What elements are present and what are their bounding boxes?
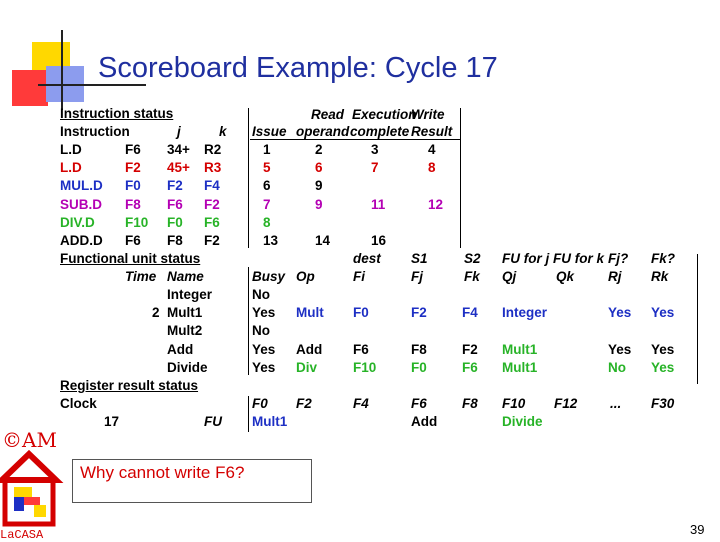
register-name: F0 — [252, 396, 268, 411]
instr-read-cell: 14 — [315, 233, 331, 248]
instr-j-cell: 45+ — [167, 160, 190, 176]
register-name: F30 — [651, 396, 675, 411]
fu-fj-cell: F2 — [411, 305, 427, 321]
instr-dest-cell: F8 — [125, 196, 141, 212]
table-divider — [248, 108, 249, 248]
register-name: F2 — [296, 396, 312, 411]
fk-q-header: Fk? — [651, 251, 676, 266]
instruction-status-label: Instruction status — [60, 106, 174, 121]
instr-write-cell: 12 — [428, 196, 444, 212]
instr-read-cell: 6 — [315, 160, 323, 176]
op-header: Op — [296, 269, 315, 284]
fu-op-cell: Mult — [296, 305, 324, 321]
fu-fj-cell: F8 — [411, 341, 427, 357]
instr-write-cell: 4 — [428, 142, 436, 157]
fu-qj-cell: Mult1 — [502, 359, 538, 375]
fu-rj-cell: Yes — [608, 305, 632, 321]
instr-issue-cell: 6 — [263, 178, 271, 194]
table-divider — [248, 396, 249, 432]
corner-red-square — [12, 70, 48, 106]
instr-op-cell: L.D — [60, 142, 82, 157]
instr-dest-cell: F6 — [125, 233, 141, 248]
fu-busy-cell: Yes — [252, 305, 276, 321]
busy-header: Busy — [252, 269, 286, 284]
instr-issue-cell: 1 — [263, 142, 271, 157]
fu-op-cell: Add — [296, 341, 323, 357]
instr-j-cell: F0 — [167, 214, 183, 230]
register-name: F10 — [502, 396, 526, 411]
fu-busy-cell: No — [252, 287, 270, 302]
qk-header: Qk — [556, 269, 575, 284]
page-number: 39 — [690, 522, 705, 537]
fi-header: Fi — [353, 269, 365, 284]
rk-header: Rk — [651, 269, 669, 284]
instr-k-cell: F6 — [204, 214, 220, 230]
instr-read-cell: 2 — [315, 142, 323, 157]
instr-issue-cell: 8 — [263, 214, 271, 230]
fu-busy-cell: Yes — [252, 341, 276, 357]
register-fu-value: Mult1 — [252, 414, 288, 429]
lacasa-logo-text: LaCASA — [0, 528, 44, 542]
instr-dest-cell: F10 — [125, 214, 149, 230]
fj-q-header: Fj? — [608, 251, 629, 266]
fu-rk-cell: Yes — [651, 359, 675, 375]
fu-fi-cell: F0 — [353, 305, 369, 321]
fu-fk-cell: F4 — [462, 305, 478, 321]
register-name: F8 — [462, 396, 478, 411]
instr-op-cell: L.D — [60, 160, 82, 176]
fu-name-cell: Mult1 — [167, 305, 203, 321]
fu-name-cell: Integer — [167, 287, 213, 302]
rj-header: Rj — [608, 269, 622, 284]
fu-qj-cell: Integer — [502, 305, 548, 321]
instr-exec-cell: 16 — [371, 233, 387, 248]
write-header-top: Write — [411, 107, 445, 122]
fu-name-cell: Add — [167, 341, 194, 357]
register-name: F12 — [554, 396, 578, 411]
instr-k-cell: R3 — [204, 160, 222, 176]
dest-header: dest — [353, 251, 381, 266]
fu-fi-cell: F6 — [353, 341, 369, 357]
fu-fk-cell: F2 — [462, 341, 478, 357]
fj-header: Fj — [411, 269, 423, 284]
instr-exec-cell: 3 — [371, 142, 379, 157]
instr-j-cell: F2 — [167, 178, 183, 194]
lacasa-logo — [0, 452, 58, 528]
fu-qj-cell: Mult1 — [502, 341, 538, 357]
table-divider — [248, 267, 249, 375]
fu-label: FU — [204, 414, 222, 429]
qj-header: Qj — [502, 269, 517, 284]
s2-header: S2 — [464, 251, 481, 266]
instr-issue-cell: 13 — [263, 233, 279, 248]
instr-read-cell: 9 — [315, 178, 323, 194]
fu-name-cell: Mult2 — [167, 323, 203, 339]
clock-value: 17 — [104, 414, 120, 429]
register-name: F4 — [353, 396, 369, 411]
read-header-top: Read — [311, 107, 345, 122]
instr-j-cell: 34+ — [167, 142, 190, 157]
time-header: Time — [125, 269, 157, 284]
instruction-header: Instruction — [60, 124, 130, 139]
fk-header: Fk — [464, 269, 480, 284]
fu-op-cell: Div — [296, 359, 318, 375]
instr-exec-cell: 11 — [371, 196, 386, 212]
instr-write-cell: 8 — [428, 160, 436, 176]
fu-fj-cell: F0 — [411, 359, 427, 375]
clock-label: Clock — [60, 396, 97, 411]
exec-header-bottom: complete — [350, 124, 410, 139]
read-header-bottom: operand — [296, 124, 350, 139]
register-fu-value: Add — [411, 414, 438, 429]
fu-rj-cell: No — [608, 359, 626, 375]
functional-unit-status-label: Functional unit status — [60, 251, 201, 266]
instr-op-cell: DIV.D — [60, 214, 95, 230]
j-header: j — [177, 124, 181, 139]
instr-dest-cell: F6 — [125, 142, 141, 157]
instr-dest-cell: F0 — [125, 178, 141, 194]
instr-op-cell: ADD.D — [60, 233, 103, 248]
instr-issue-cell: 5 — [263, 160, 271, 176]
instr-k-cell: F4 — [204, 178, 220, 194]
fu-busy-cell: Yes — [252, 359, 276, 375]
fu-rj-cell: Yes — [608, 341, 632, 357]
issue-header: Issue — [252, 124, 287, 139]
fu-for-k-header: FU for k — [553, 251, 605, 266]
instr-op-cell: SUB.D — [60, 196, 103, 212]
s1-header: S1 — [411, 251, 428, 266]
fu-time-cell: 2 — [152, 305, 160, 321]
register-fu-value: Divide — [502, 414, 543, 429]
register-result-status-label: Register result status — [60, 378, 199, 393]
table-divider — [460, 108, 461, 248]
k-header: k — [219, 124, 227, 139]
instr-issue-cell: 7 — [263, 196, 271, 212]
instr-j-cell: F6 — [167, 196, 183, 212]
register-name: F6 — [411, 396, 427, 411]
fu-fi-cell: F10 — [353, 359, 377, 375]
corner-vertical-line — [61, 30, 63, 110]
table-divider — [697, 254, 698, 384]
note-text: Why cannot write F6? — [80, 463, 245, 482]
fu-for-j-header: FU for j — [502, 251, 550, 266]
copyright-mark: ©AM — [2, 428, 57, 452]
instr-j-cell: F8 — [167, 233, 183, 248]
fu-busy-cell: No — [252, 323, 270, 339]
fu-fk-cell: F6 — [462, 359, 478, 375]
name-header: Name — [167, 269, 204, 284]
instr-exec-cell: 7 — [371, 160, 379, 176]
instr-k-cell: R2 — [204, 142, 222, 157]
slide-title: Scoreboard Example: Cycle 17 — [98, 52, 498, 84]
register-name: ... — [610, 396, 622, 411]
instr-k-cell: F2 — [204, 233, 220, 248]
fu-name-cell: Divide — [167, 359, 208, 375]
exec-header-top: Execution — [352, 107, 417, 122]
instr-k-cell: F2 — [204, 196, 220, 212]
instr-dest-cell: F2 — [125, 160, 141, 176]
instr-read-cell: 9 — [315, 196, 323, 212]
write-header-bottom: Result — [411, 124, 453, 139]
instr-op-cell: MUL.D — [60, 178, 103, 194]
fu-rk-cell: Yes — [651, 341, 675, 357]
fu-rk-cell: Yes — [651, 305, 675, 321]
